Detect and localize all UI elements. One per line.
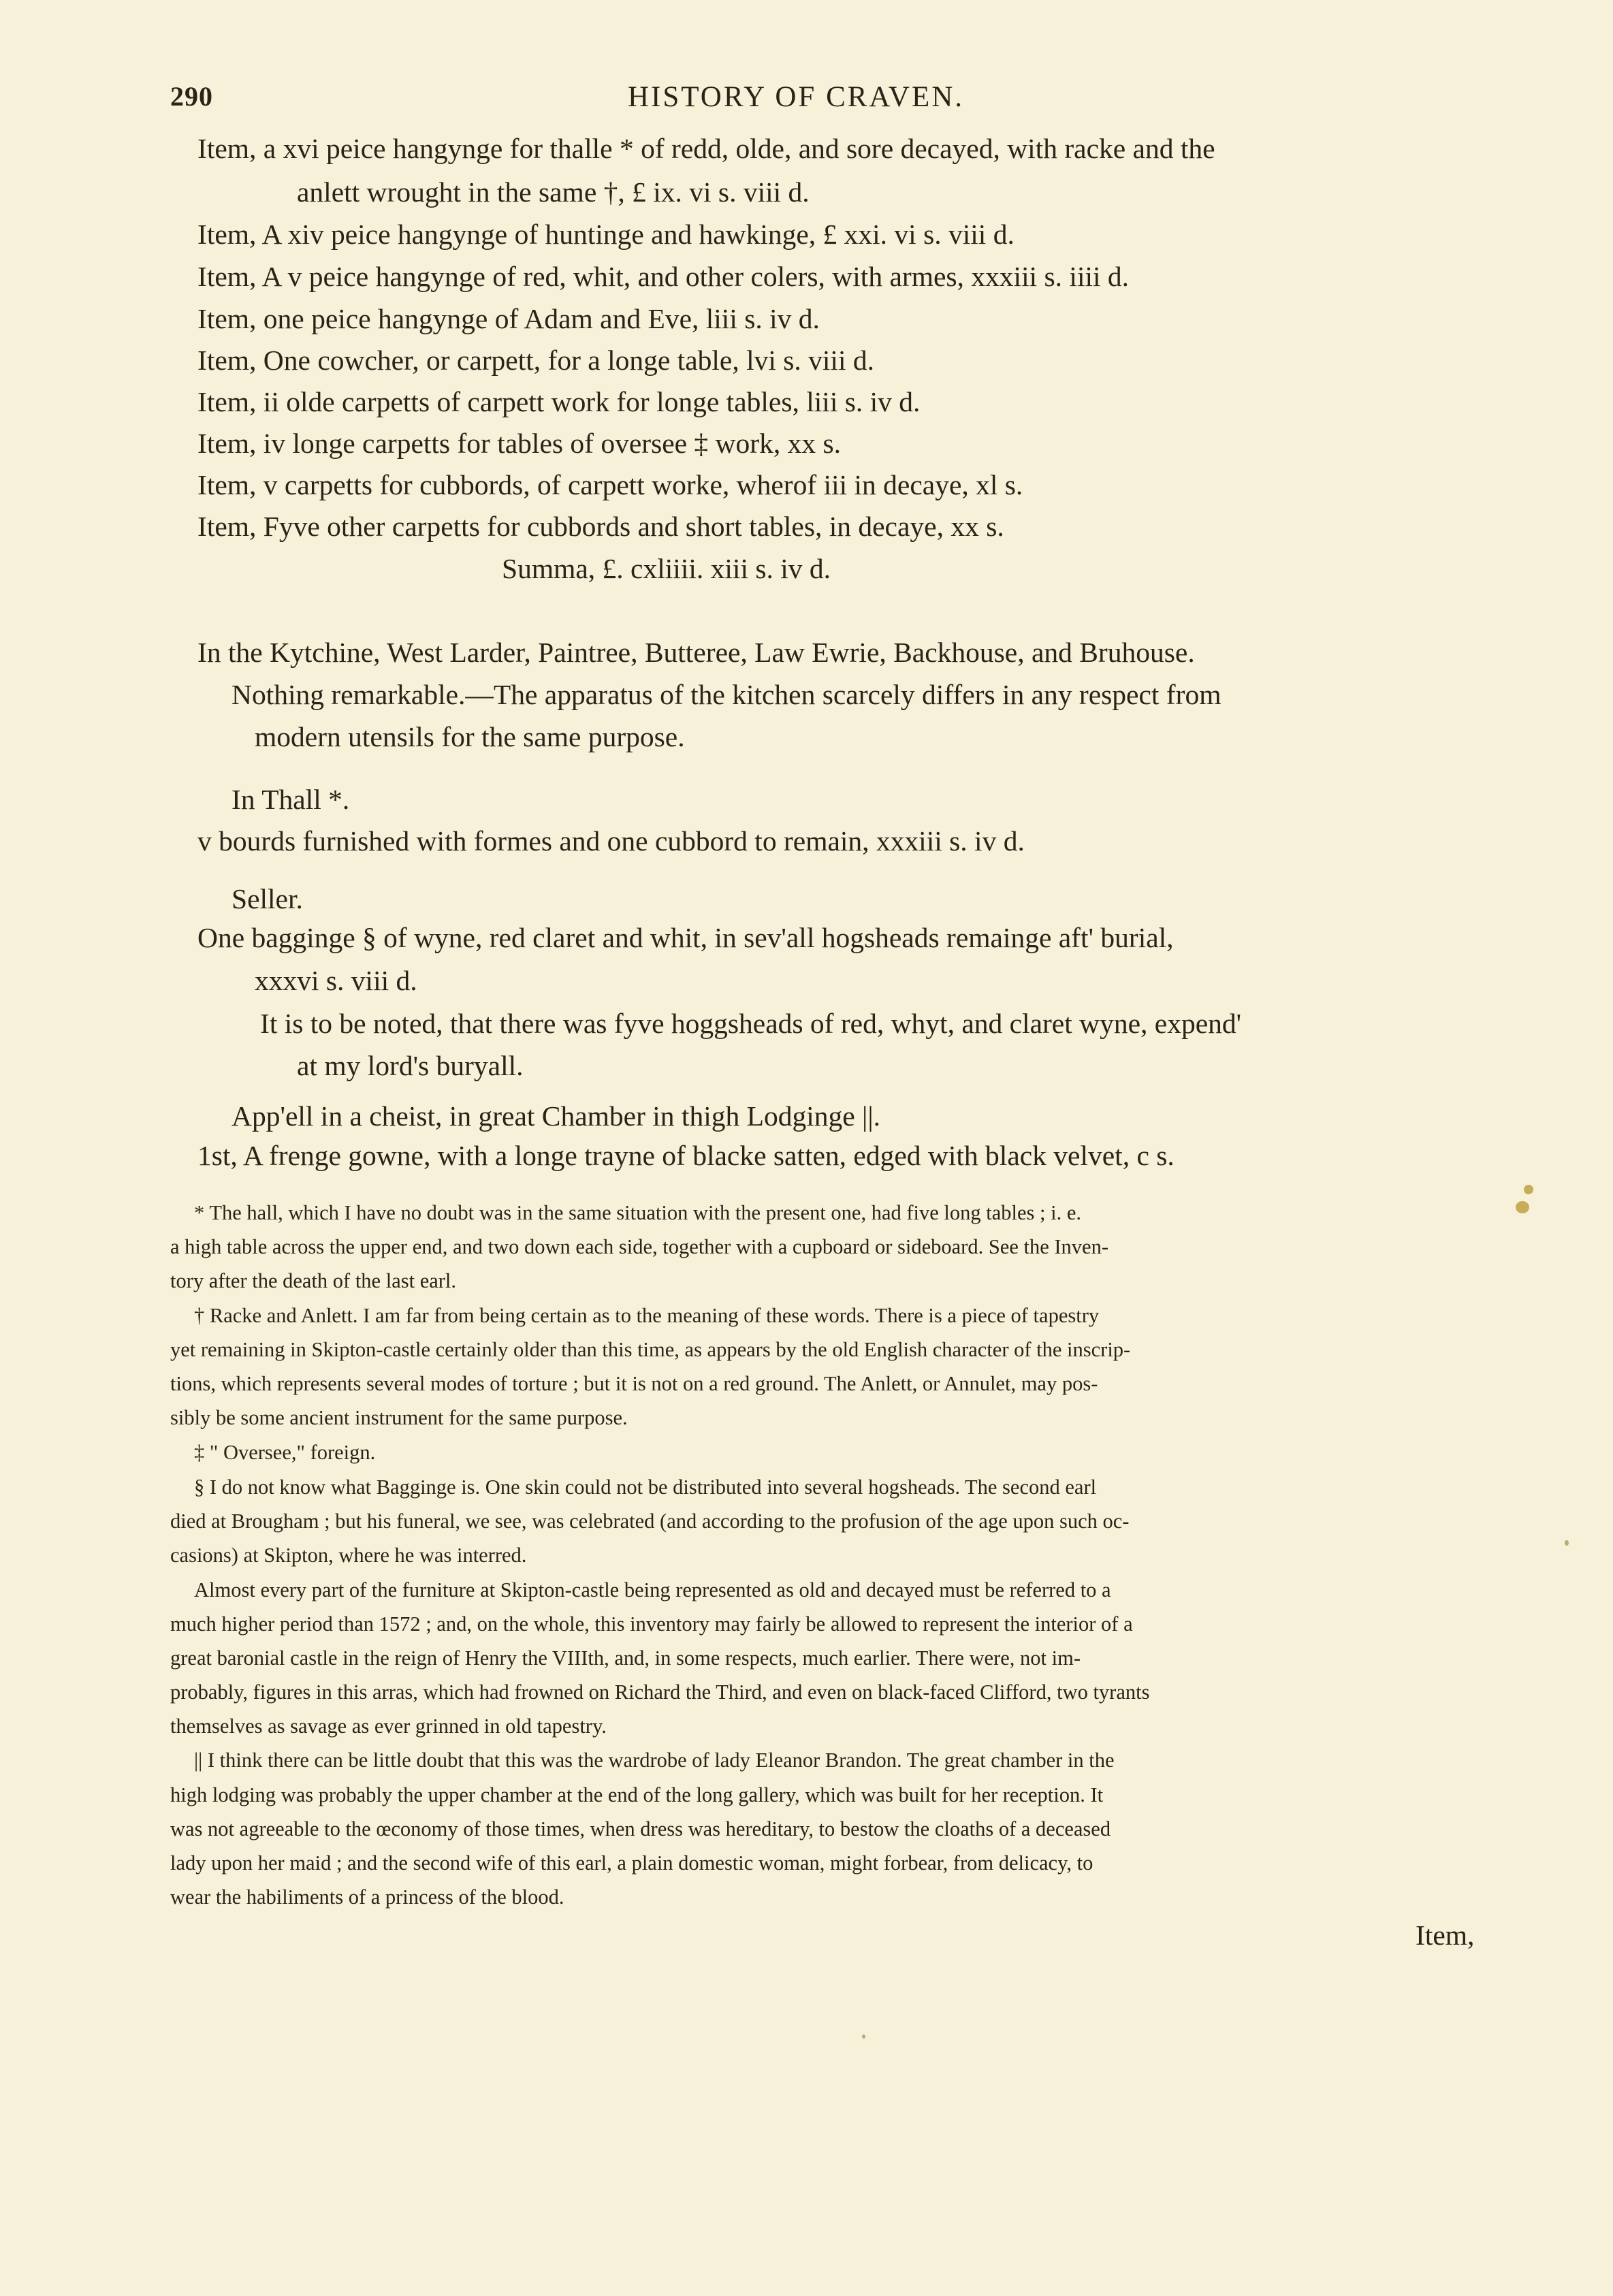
body-line: Item, Fyve other carpetts for cubbords and short tables, in decaye, xx s. <box>197 511 1004 542</box>
footnote-line: § I do not know what Bagginge is. One skin could not be distributed into several hogsheads. The second earl <box>194 1476 1097 1499</box>
body-line: Item, ii olde carpetts of carpett work for longe tables, liii s. iv d. <box>197 386 921 417</box>
footnote-line: lady upon her maid ; and the second wife of this earl, a plain domestic woman, might forbear, from delicacy, to <box>170 1851 1093 1875</box>
footnote-line: probably, figures in this arras, which had frowned on Richard the Third, and even on black-faced Clifford, two tyrants <box>170 1680 1150 1704</box>
body-line: anlett wrought in the same †, £ ix. vi s. viii d. <box>297 176 810 208</box>
body-line: 1st, A frenge gowne, with a longe trayne of blacke satten, edged with black velvet, c s. <box>197 1140 1175 1171</box>
footnote-line: was not agreeable to the œconomy of those times, when dress was hereditary, to bestow the cloaths of a deceased <box>170 1817 1111 1840</box>
body-line: It is to be noted, that there was fyve hoggsheads of red, whyt, and claret wyne, expend' <box>260 1008 1242 1039</box>
footnote-line: sibly be some ancient instrument for the same purpose. <box>170 1406 628 1429</box>
section-heading: Seller. <box>231 883 303 914</box>
footnote-line: casions) at Skipton, where he was interred. <box>170 1544 527 1567</box>
body-line: Item, v carpetts for cubbords, of carpett worke, wherof iii in decaye, xl s. <box>197 469 1023 500</box>
body-line: xxxvi s. viii d. <box>255 965 417 996</box>
body-line: Item, iv longe carpetts for tables of oversee ‡ work, xx s. <box>197 428 841 459</box>
body-line: at my lord's buryall. <box>297 1050 524 1081</box>
body-line: Nothing remarkable.—The apparatus of the kitchen scarcely differs in any respect from <box>231 679 1221 710</box>
body-line: Item, One cowcher, or carpett, for a longe table, lvi s. viii d. <box>197 345 874 376</box>
body-line: Item, one peice hangynge of Adam and Eve, liii s. iv d. <box>197 303 820 334</box>
footnote-line: themselves as savage as ever grinned in old tapestry. <box>170 1715 607 1738</box>
footnote-line: a high table across the upper end, and two down each side, together with a cupboard or sideboard. See the Inven- <box>170 1235 1108 1258</box>
body-line: Item, A v peice hangynge of red, whit, and other colers, with armes, xxxiii s. iiii d. <box>197 261 1130 292</box>
footnote-line: tory after the death of the last earl. <box>170 1269 457 1292</box>
paper-speck <box>1516 1201 1529 1213</box>
paper-speck <box>1524 1185 1533 1194</box>
footnote-line: died at Brougham ; but his funeral, we see, was celebrated (and according to the profusion of the age upon such oc- <box>170 1510 1130 1533</box>
catchword: Item, <box>1416 1919 1475 1951</box>
footnote-line: wear the habiliments of a princess of the blood. <box>170 1885 564 1909</box>
paper-speck <box>1565 1540 1569 1546</box>
summa-line: Summa, £. cxliiii. xiii s. iv d. <box>502 553 831 584</box>
paper-speck <box>862 2035 865 2039</box>
footnote-line: ‡ " Oversee," foreign. <box>194 1441 376 1464</box>
footnote-line: * The hall, which I have no doubt was in the same situation with the present one, had five long tables ; i. e. <box>194 1201 1082 1224</box>
section-heading: App'ell in a cheist, in great Chamber in thigh Lodginge ||. <box>231 1100 881 1132</box>
body-line: Item, a xvi peice hangynge for thalle * of redd, olde, and sore decayed, with racke and the <box>197 133 1215 164</box>
running-title: HISTORY OF CRAVEN. <box>628 81 965 113</box>
body-line: Item, A xiv peice hangynge of huntinge and hawkinge, £ xxi. vi s. viii d. <box>197 219 1015 250</box>
footnote-line: much higher period than 1572 ; and, on the whole, this inventory may fairly be allowed to represent the interior of a <box>170 1612 1133 1636</box>
footnote-line: yet remaining in Skipton-castle certainly older than this time, as appears by the old English character of the inscrip- <box>170 1338 1131 1361</box>
footnote-line: † Racke and Anlett. I am far from being certain as to the meaning of these words. There is a piece of tapestry <box>194 1304 1100 1327</box>
running-head <box>170 80 1498 121</box>
footnote-line: high lodging was probably the upper chamber at the end of the long gallery, which was built for her reception. It <box>170 1783 1104 1806</box>
body-line: v bourds furnished with formes and one cubbord to remain, xxxiii s. iv d. <box>197 825 1025 857</box>
section-heading: In the Kytchine, West Larder, Paintree, Butteree, Law Ewrie, Backhouse, and Bruhouse. <box>197 637 1195 668</box>
body-line: modern utensils for the same purpose. <box>255 721 685 752</box>
footnote-line: great baronial castle in the reign of Henry the VIIIth, and, in some respects, much earlier. There were, not im- <box>170 1646 1081 1670</box>
section-heading: In Thall *. <box>231 784 350 815</box>
body-line: One bagginge § of wyne, red claret and whit, in sev'all hogsheads remainge aft' burial, <box>197 922 1174 953</box>
footnote-line: tions, which represents several modes of torture ; but it is not on a red ground. The Anlett, or Annulet, may pos- <box>170 1372 1098 1395</box>
footnote-line: || I think there can be little doubt that this was the wardrobe of lady Eleanor Brandon. The great chamber in the <box>194 1749 1115 1772</box>
page-number: 290 <box>170 81 213 112</box>
footnote-line: Almost every part of the furniture at Skipton-castle being represented as old and decayed must be referred to a <box>194 1578 1111 1601</box>
